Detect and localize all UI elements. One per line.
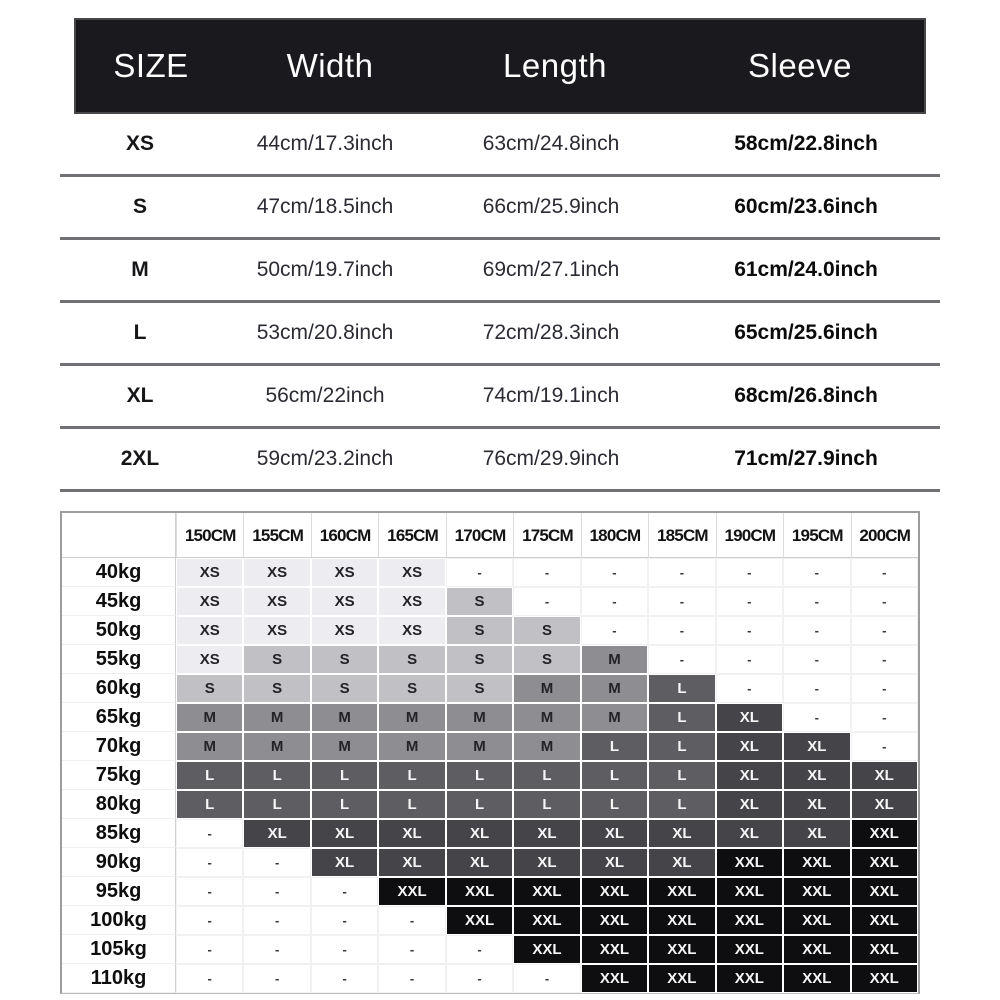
width-value: 50cm/19.7inch [256,258,394,281]
size-label: S [132,195,147,218]
fit-cell-size: XXL [581,906,648,935]
fit-cell-empty: - [243,877,310,906]
fit-cell-size: M [176,732,243,761]
fit-cell-empty: - [648,616,715,645]
fit-cell-size: L [243,790,310,819]
fit-cell-size: L [243,761,310,790]
fit-cell-empty: - [783,558,850,587]
fit-cell-size: M [513,732,580,761]
fit-cell-size: S [311,645,378,674]
height-header-155cm: 155CM [243,513,310,558]
fit-cell-size: S [513,616,580,645]
fit-cell-size: XXL [716,848,783,877]
fit-cell-empty: - [243,848,310,877]
size-label: XL [126,384,154,407]
fit-matrix-row [62,964,918,993]
fit-cell-size: XL [243,819,310,848]
fit-cell-size: L [581,790,648,819]
fit-cell-size: XS [176,645,243,674]
weight-label: 95kg [62,877,176,906]
fit-cell-size: XXL [783,848,850,877]
fit-cell-size: S [446,616,513,645]
fit-cell-size: XL [648,819,715,848]
fit-cell-size: L [581,761,648,790]
weight-label: 100kg [62,906,176,935]
fit-cell-size: S [446,674,513,703]
fit-cell-size: XS [176,616,243,645]
fit-cell-empty: - [378,906,445,935]
fit-cell-size: XL [716,790,783,819]
fit-cell-size: XXL [648,964,715,993]
weight-label: 85kg [62,819,176,848]
fit-cell-size: XXL [851,935,918,964]
fit-cell-size: XS [243,558,310,587]
fit-cell-empty: - [176,935,243,964]
fit-matrix-row [62,703,918,732]
fit-cell-size: XXL [783,906,850,935]
width-value: 53cm/20.8inch [256,321,394,344]
fit-cell-empty: - [648,587,715,616]
length-value: 66cm/25.9inch [482,195,620,218]
weight-label: 40kg [62,558,176,587]
fit-cell-empty: - [716,587,783,616]
fit-cell-size: L [648,732,715,761]
fit-matrix-row [62,732,918,761]
fit-cell-empty: - [243,906,310,935]
fit-cell-empty: - [716,674,783,703]
fit-cell-size: XXL [851,848,918,877]
height-header-190cm: 190CM [716,513,783,558]
height-header-150cm: 150CM [176,513,243,558]
fit-cell-empty: - [378,935,445,964]
fit-cell-size: XXL [581,877,648,906]
fit-cell-empty: - [716,558,783,587]
fit-cell-size: L [648,703,715,732]
sleeve-value: 71cm/27.9inch [734,447,878,470]
fit-matrix-row [62,790,918,819]
sleeve-value: 60cm/23.6inch [734,195,878,218]
fit-cell-size: M [176,703,243,732]
size-table-header-length: Length [503,47,607,84]
fit-cell-size: XS [243,587,310,616]
fit-cell-size: L [648,674,715,703]
fit-cell-size: XS [176,587,243,616]
fit-cell-size: M [446,732,513,761]
fit-cell-size: L [648,790,715,819]
fit-cell-empty: - [581,587,648,616]
width-value: 47cm/18.5inch [256,195,394,218]
weight-label: 60kg [62,674,176,703]
fit-cell-size: XXL [716,935,783,964]
size-table-row [60,303,940,366]
fit-cell-empty: - [851,732,918,761]
fit-cell-empty: - [783,703,850,732]
length-value: 72cm/28.3inch [482,321,620,344]
fit-cell-size: XL [513,848,580,877]
fit-cell-size: M [378,732,445,761]
fit-cell-size: M [311,732,378,761]
fit-cell-size: XL [783,790,850,819]
height-header-170cm: 170CM [446,513,513,558]
fit-cell-size: XL [783,732,850,761]
fit-cell-size: XXL [851,906,918,935]
fit-cell-size: XXL [446,906,513,935]
fit-cell-size: XL [716,732,783,761]
fit-cell-size: M [243,732,310,761]
fit-cell-size: L [513,761,580,790]
fit-cell-size: L [378,790,445,819]
fit-cell-size: XXL [783,935,850,964]
fit-cell-size: M [378,703,445,732]
width-value: 44cm/17.3inch [256,132,394,155]
weight-label: 65kg [62,703,176,732]
fit-cell-size: S [176,674,243,703]
fit-cell-empty: - [716,645,783,674]
fit-cell-size: XXL [581,964,648,993]
fit-cell-size: XL [648,848,715,877]
fit-cell-size: S [243,645,310,674]
fit-cell-size: L [176,790,243,819]
fit-cell-size: L [513,790,580,819]
fit-cell-size: XL [311,819,378,848]
length-value: 76cm/29.9inch [482,447,620,470]
fit-cell-size: L [378,761,445,790]
fit-cell-empty: - [311,906,378,935]
fit-cell-size: XXL [513,877,580,906]
fit-cell-empty: - [851,703,918,732]
fit-cell-size: XL [851,761,918,790]
fit-cell-size: XXL [581,935,648,964]
size-table-header-size: SIZE [113,47,189,84]
fit-matrix-header-row [62,513,918,558]
fit-cell-size: XXL [513,906,580,935]
weight-label: 50kg [62,616,176,645]
fit-cell-size: M [243,703,310,732]
fit-cell-size: L [311,790,378,819]
fit-cell-empty: - [176,877,243,906]
width-value: 56cm/22inch [265,384,385,407]
fit-cell-size: XXL [513,935,580,964]
fit-cell-size: XXL [851,964,918,993]
fit-cell-size: XXL [648,935,715,964]
fit-cell-size: XL [513,819,580,848]
fit-cell-size: M [513,703,580,732]
size-label: 2XL [120,447,160,470]
fit-cell-size: XS [311,587,378,616]
fit-cell-size: XL [311,848,378,877]
fit-cell-size: XL [581,819,648,848]
fit-cell-size: XXL [783,877,850,906]
height-header-195cm: 195CM [783,513,850,558]
size-table-header-bar [74,18,926,114]
fit-cell-size: XS [378,558,445,587]
fit-cell-empty: - [446,964,513,993]
fit-cell-empty: - [581,558,648,587]
fit-cell-size: XXL [783,964,850,993]
fit-cell-empty: - [378,964,445,993]
size-table-row [60,240,940,303]
fit-cell-size: S [378,645,445,674]
fit-cell-size: XL [446,819,513,848]
fit-matrix-row [62,848,918,877]
weight-label: 80kg [62,790,176,819]
fit-cell-empty: - [581,616,648,645]
fit-cell-size: XS [311,616,378,645]
fit-cell-size: M [311,703,378,732]
fit-cell-size: M [581,703,648,732]
size-table-header-sleeve: Sleeve [748,47,852,84]
fit-cell-empty: - [446,935,513,964]
fit-cell-empty: - [648,558,715,587]
length-value: 74cm/19.1inch [482,384,620,407]
fit-cell-size: XS [311,558,378,587]
fit-cell-size: M [446,703,513,732]
fit-cell-size: XS [176,558,243,587]
fit-cell-size: S [311,674,378,703]
fit-cell-size: M [513,674,580,703]
fit-cell-empty: - [311,935,378,964]
fit-cell-size: XL [446,848,513,877]
size-table-row [60,177,940,240]
fit-cell-empty: - [851,558,918,587]
fit-cell-empty: - [243,964,310,993]
fit-cell-empty: - [176,964,243,993]
fit-cell-empty: - [513,964,580,993]
fit-cell-size: XXL [378,877,445,906]
fit-cell-size: XXL [851,819,918,848]
height-header-160cm: 160CM [311,513,378,558]
height-header-185cm: 185CM [648,513,715,558]
fit-cell-empty: - [783,587,850,616]
fit-matrix-row [62,906,918,935]
fit-cell-empty: - [851,587,918,616]
fit-cell-empty: - [716,616,783,645]
fit-cell-empty: - [513,558,580,587]
fit-cell-empty: - [851,645,918,674]
fit-cell-empty: - [783,674,850,703]
fit-matrix-row [62,616,918,645]
size-table-rows [60,114,940,492]
fit-cell-empty: - [311,877,378,906]
weight-label: 70kg [62,732,176,761]
fit-cell-size: S [446,645,513,674]
size-table-row [60,114,940,177]
fit-cell-size: M [581,674,648,703]
fit-cell-size: L [176,761,243,790]
length-value: 69cm/27.1inch [482,258,620,281]
fit-cell-size: XS [243,616,310,645]
fit-cell-size: XL [716,819,783,848]
height-header-200cm: 200CM [851,513,918,558]
fit-cell-empty: - [783,645,850,674]
fit-cell-size: XS [378,587,445,616]
size-table-row [60,429,940,492]
fit-cell-size: XL [783,819,850,848]
fit-cell-empty: - [176,848,243,877]
fit-cell-size: XXL [446,877,513,906]
fit-cell-size: XL [851,790,918,819]
fit-matrix-row [62,935,918,964]
size-table-row [60,366,940,429]
size-measurement-table [60,18,940,492]
height-weight-fit-matrix [60,511,920,994]
fit-cell-size: S [446,587,513,616]
weight-label: 55kg [62,645,176,674]
fit-cell-empty: - [446,558,513,587]
fit-cell-empty: - [176,819,243,848]
fit-matrix-corner-cell [62,513,176,558]
fit-cell-empty: - [513,587,580,616]
fit-cell-empty: - [851,616,918,645]
size-label: L [133,321,147,344]
fit-cell-size: S [378,674,445,703]
fit-cell-size: XL [716,761,783,790]
fit-cell-size: XS [378,616,445,645]
weight-label: 105kg [62,935,176,964]
fit-matrix-row [62,819,918,848]
fit-cell-empty: - [851,674,918,703]
fit-cell-size: L [648,761,715,790]
fit-cell-size: XXL [716,877,783,906]
fit-matrix-row [62,674,918,703]
fit-cell-size: XXL [648,906,715,935]
fit-cell-size: XL [581,848,648,877]
fit-matrix-row [62,587,918,616]
width-value: 59cm/23.2inch [256,447,394,470]
fit-cell-size: XXL [716,964,783,993]
fit-cell-size: XXL [648,877,715,906]
fit-cell-size: L [446,790,513,819]
fit-cell-size: S [243,674,310,703]
size-table-header-width: Width [286,47,374,84]
fit-cell-size: S [513,645,580,674]
sleeve-value: 61cm/24.0inch [734,258,878,281]
fit-cell-size: XL [783,761,850,790]
sleeve-value: 58cm/22.8inch [734,132,878,155]
fit-cell-empty: - [176,906,243,935]
fit-cell-size: XL [378,819,445,848]
fit-cell-empty: - [648,645,715,674]
weight-label: 110kg [62,964,176,993]
length-value: 63cm/24.8inch [482,132,620,155]
fit-cell-size: L [581,732,648,761]
fit-cell-size: L [446,761,513,790]
height-header-175cm: 175CM [513,513,580,558]
fit-cell-size: XXL [716,906,783,935]
fit-matrix-row [62,877,918,906]
fit-cell-empty: - [243,935,310,964]
height-header-180cm: 180CM [581,513,648,558]
size-label: XS [125,132,154,155]
fit-cell-empty: - [311,964,378,993]
fit-matrix-row [62,645,918,674]
height-header-165cm: 165CM [378,513,445,558]
size-label: M [131,258,149,281]
fit-cell-empty: - [783,616,850,645]
fit-cell-size: XXL [851,877,918,906]
fit-cell-size: XL [716,703,783,732]
fit-matrix-row [62,558,918,587]
weight-label: 90kg [62,848,176,877]
sleeve-value: 68cm/26.8inch [734,384,878,407]
fit-cell-size: M [581,645,648,674]
sleeve-value: 65cm/25.6inch [734,321,878,344]
fit-matrix-row [62,761,918,790]
weight-label: 75kg [62,761,176,790]
weight-label: 45kg [62,587,176,616]
fit-cell-size: XL [378,848,445,877]
fit-cell-size: L [311,761,378,790]
